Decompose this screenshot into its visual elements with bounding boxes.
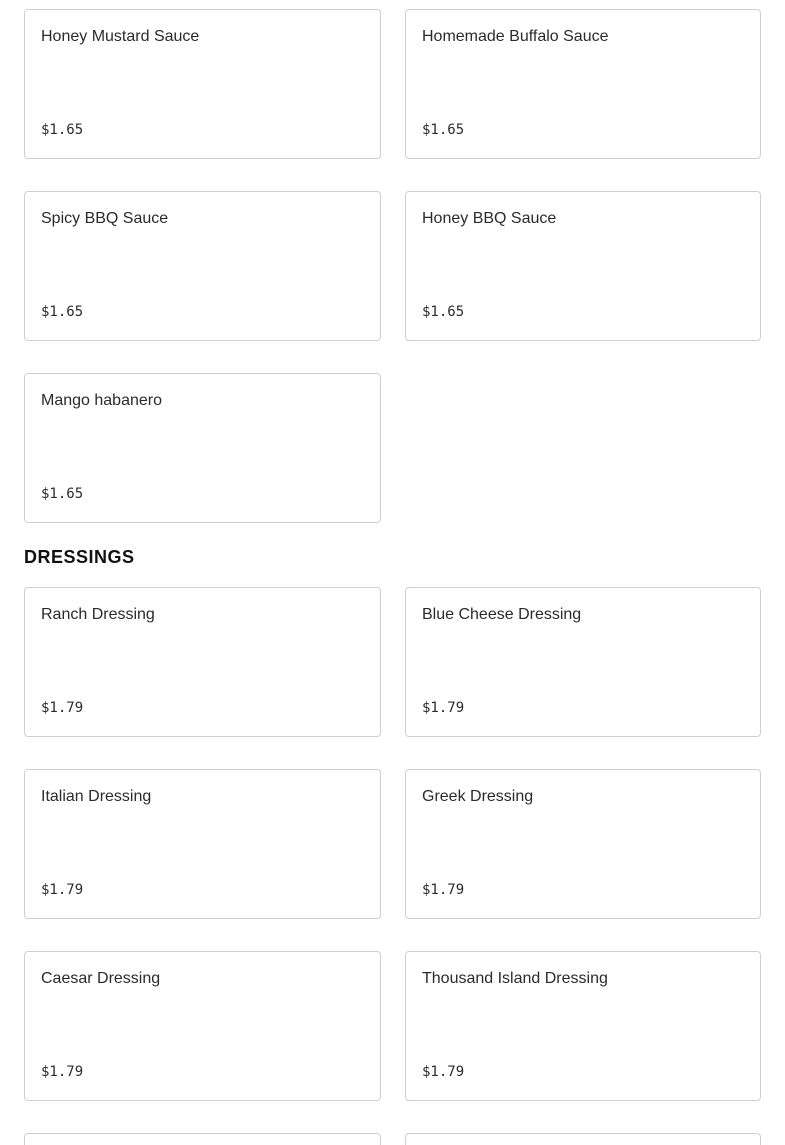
menu-item-name: Honey Mustard Sauce (41, 28, 200, 45)
menu-item-price: $1.65 (41, 486, 84, 502)
menu-item-card-partial[interactable] (24, 1133, 381, 1145)
menu-item-name: Caesar Dressing (41, 970, 161, 987)
menu-item-card[interactable] (24, 769, 381, 919)
menu-item-card[interactable] (405, 191, 761, 341)
menu-item-card[interactable] (24, 9, 381, 159)
menu-item-card[interactable] (405, 769, 761, 919)
menu-item-price: $1.79 (422, 700, 465, 716)
menu-item-name: Thousand Island Dressing (422, 970, 608, 987)
menu-item-card[interactable] (24, 587, 381, 737)
menu-item-price: $1.65 (422, 304, 465, 320)
menu-item-card-partial[interactable] (405, 1133, 761, 1145)
menu-item-name: Ranch Dressing (41, 606, 155, 623)
menu-item-name: Mango habanero (41, 392, 162, 409)
menu-item-price: $1.65 (41, 122, 84, 138)
menu-item-card[interactable] (24, 951, 381, 1101)
menu-item-price: $1.79 (41, 1064, 84, 1080)
menu-item-name: Homemade Buffalo Sauce (422, 28, 609, 45)
menu-item-card[interactable] (405, 587, 761, 737)
menu-item-card[interactable] (24, 191, 381, 341)
menu-item-price: $1.79 (41, 882, 84, 898)
menu-item-price: $1.65 (422, 122, 465, 138)
menu-item-price: $1.79 (41, 700, 84, 716)
menu-item-name: Greek Dressing (422, 788, 534, 805)
menu-item-card[interactable] (24, 373, 381, 523)
menu-item-price: $1.79 (422, 1064, 465, 1080)
menu-item-price: $1.65 (41, 304, 84, 320)
menu-item-name: Honey BBQ Sauce (422, 210, 557, 227)
menu-item-name: Spicy BBQ Sauce (41, 210, 169, 227)
menu-item-name: Italian Dressing (41, 788, 152, 805)
menu-item-card[interactable] (405, 9, 761, 159)
menu-item-price: $1.79 (422, 882, 465, 898)
menu-item-name: Blue Cheese Dressing (422, 606, 582, 623)
menu-item-card[interactable] (405, 951, 761, 1101)
section-title-dressings: DRESSINGS (24, 547, 135, 567)
